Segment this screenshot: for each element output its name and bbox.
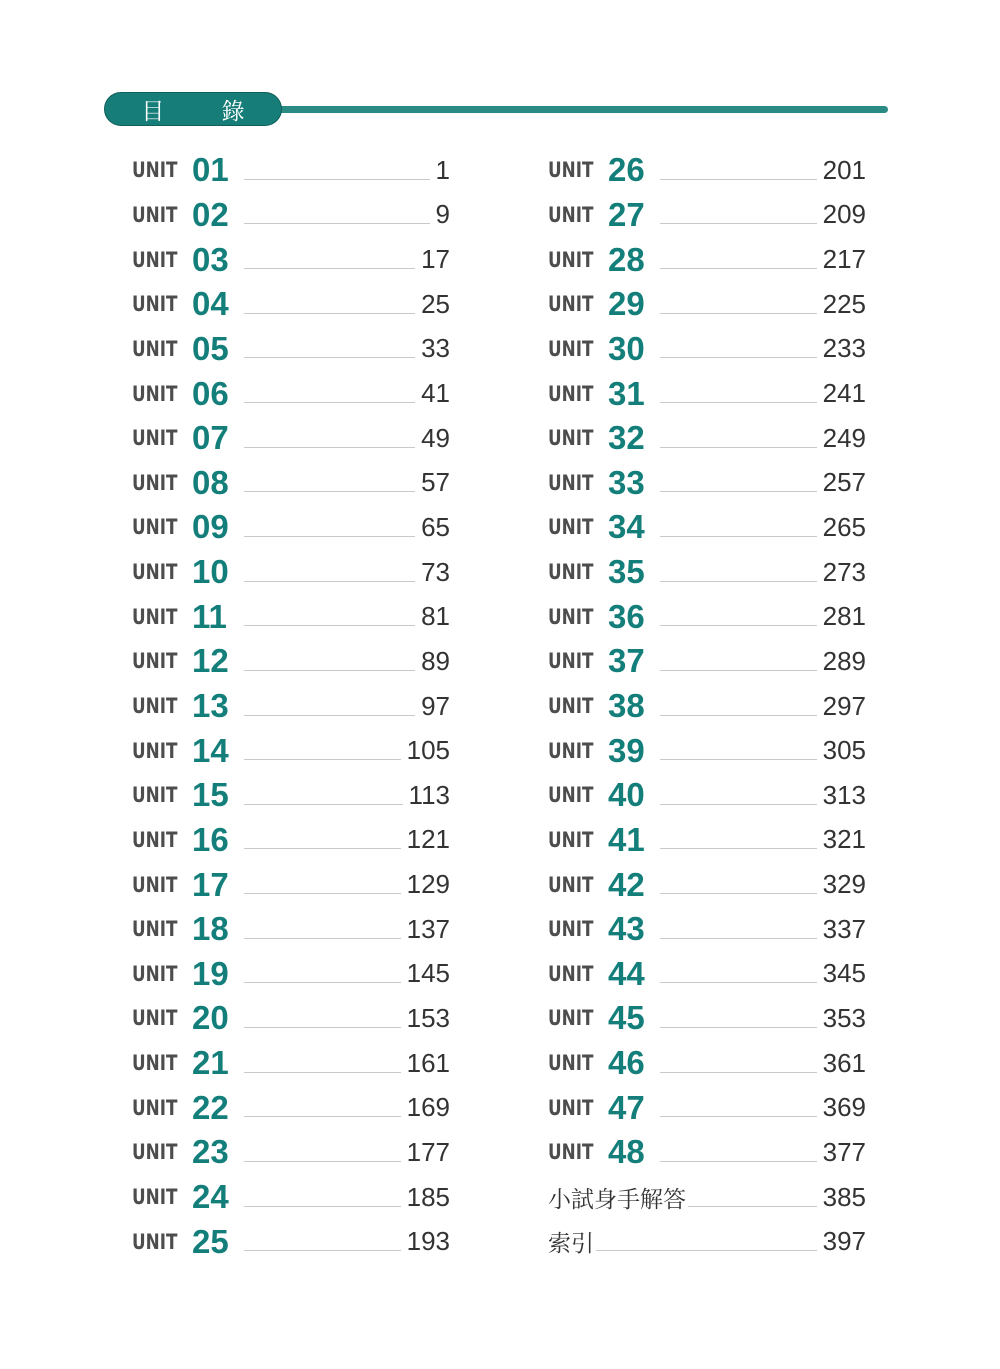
unit-label: UNIT xyxy=(548,381,594,406)
toc-entry[interactable] xyxy=(132,550,450,595)
toc-entry[interactable] xyxy=(132,684,450,729)
unit-label: UNIT xyxy=(132,917,178,942)
page-number: 161 xyxy=(406,1047,450,1078)
toc-entry[interactable] xyxy=(132,639,450,684)
page-number: 89 xyxy=(421,645,450,676)
unit-number: 46 xyxy=(608,1044,645,1082)
dot-leader xyxy=(660,536,817,537)
toc-entry[interactable] xyxy=(548,460,866,505)
toc-entry[interactable] xyxy=(548,594,866,639)
dot-leader xyxy=(244,491,415,492)
unit-number: 42 xyxy=(608,865,645,903)
toc-entry[interactable] xyxy=(132,907,450,952)
toc-entry[interactable] xyxy=(548,148,866,193)
dot-leader xyxy=(244,1027,401,1028)
unit-label: UNIT xyxy=(132,872,178,897)
dot-leader xyxy=(244,1161,401,1162)
unit-number: 03 xyxy=(192,240,229,278)
unit-label: UNIT xyxy=(548,694,594,718)
page-number: 17 xyxy=(421,244,450,275)
unit-number: 44 xyxy=(608,954,645,992)
unit-label: UNIT xyxy=(132,158,178,183)
unit-number: 18 xyxy=(192,910,229,948)
toc-entry[interactable] xyxy=(548,1085,866,1130)
page-number: 169 xyxy=(406,1092,450,1123)
dot-leader xyxy=(244,1250,401,1251)
page-number: 281 xyxy=(822,601,866,632)
page-number: 265 xyxy=(822,511,866,542)
page-number: 289 xyxy=(822,645,866,676)
toc-entry[interactable] xyxy=(548,193,866,238)
unit-label: UNIT xyxy=(548,872,594,897)
page-number: 105 xyxy=(406,735,450,766)
dot-leader xyxy=(244,313,415,314)
dot-leader xyxy=(244,670,415,671)
toc-entry[interactable] xyxy=(132,773,450,818)
dot-leader xyxy=(660,268,817,269)
unit-label: UNIT xyxy=(548,560,594,585)
toc-right-column xyxy=(548,148,866,1264)
dot-leader xyxy=(244,804,403,805)
unit-number: 16 xyxy=(192,820,229,858)
header-title-pill xyxy=(104,92,282,126)
unit-number: 12 xyxy=(192,642,229,680)
unit-number: 36 xyxy=(608,597,645,635)
page-number: 225 xyxy=(822,288,866,319)
section-label: 索引 xyxy=(548,1231,594,1258)
section-label: 小試身手解答 xyxy=(548,1186,686,1213)
unit-label: UNIT xyxy=(548,336,594,361)
page-number: 257 xyxy=(822,467,866,498)
page-number: 273 xyxy=(822,556,866,587)
unit-number: 15 xyxy=(192,776,229,814)
page-number: 217 xyxy=(822,244,866,275)
dot-leader xyxy=(244,1206,401,1207)
unit-number: 43 xyxy=(608,910,645,948)
unit-label: UNIT xyxy=(132,247,178,272)
unit-number: 24 xyxy=(192,1178,229,1216)
dot-leader xyxy=(596,1250,817,1251)
toc-entry[interactable] xyxy=(132,594,450,639)
toc-entry[interactable] xyxy=(132,193,450,238)
page-number: 321 xyxy=(822,824,866,855)
page-number: 57 xyxy=(421,467,450,498)
unit-number: 22 xyxy=(192,1088,229,1126)
dot-leader xyxy=(244,447,415,448)
unit-label: UNIT xyxy=(132,336,178,361)
unit-label: UNIT xyxy=(132,649,178,674)
page-number: 121 xyxy=(406,824,450,855)
unit-number: 26 xyxy=(608,151,645,189)
dot-leader xyxy=(244,357,415,358)
unit-label: UNIT xyxy=(548,604,594,629)
toc-entry[interactable] xyxy=(132,505,450,550)
toc-entry[interactable] xyxy=(548,773,866,818)
dot-leader xyxy=(244,982,401,983)
page-number: 81 xyxy=(421,601,450,632)
dot-leader xyxy=(244,848,401,849)
unit-number: 08 xyxy=(192,463,229,501)
unit-label: UNIT xyxy=(132,738,178,763)
dot-leader xyxy=(244,1072,401,1073)
unit-label: UNIT xyxy=(132,470,178,495)
toc-header xyxy=(104,92,888,128)
page-number: 177 xyxy=(406,1136,450,1167)
dot-leader xyxy=(244,1116,401,1117)
dot-leader xyxy=(660,581,817,582)
page-number: 305 xyxy=(822,735,866,766)
page-number: 337 xyxy=(822,913,866,944)
unit-label: UNIT xyxy=(548,783,594,808)
unit-label: UNIT xyxy=(548,292,594,317)
unit-label: UNIT xyxy=(548,426,594,451)
dot-leader xyxy=(244,715,415,716)
page-number: 345 xyxy=(822,958,866,989)
page-number: 97 xyxy=(421,690,450,721)
unit-label: UNIT xyxy=(132,560,178,585)
toc-entry[interactable] xyxy=(132,416,450,461)
dot-leader xyxy=(244,893,401,894)
toc-entry[interactable] xyxy=(132,952,450,997)
unit-label: UNIT xyxy=(132,1229,178,1254)
unit-number: 33 xyxy=(608,463,645,501)
unit-number: 47 xyxy=(608,1088,645,1126)
toc-entry[interactable] xyxy=(132,818,450,863)
toc-entry[interactable] xyxy=(548,728,866,773)
page-number: 249 xyxy=(822,422,866,453)
unit-number: 14 xyxy=(192,731,229,769)
unit-number: 28 xyxy=(608,240,645,278)
unit-label: UNIT xyxy=(548,202,594,227)
unit-label: UNIT xyxy=(548,827,594,852)
page-number: 25 xyxy=(421,288,450,319)
page-number: 209 xyxy=(822,199,866,230)
toc-entry[interactable] xyxy=(548,327,866,372)
unit-number: 48 xyxy=(608,1133,645,1171)
dot-leader xyxy=(244,268,415,269)
unit-number: 06 xyxy=(192,374,229,412)
dot-leader xyxy=(688,1206,817,1207)
unit-label: UNIT xyxy=(548,158,594,183)
unit-label: UNIT xyxy=(132,604,178,629)
toc-entry[interactable] xyxy=(548,416,866,461)
unit-label: UNIT xyxy=(132,202,178,227)
unit-label: UNIT xyxy=(548,515,594,540)
dot-leader xyxy=(244,938,401,939)
page-number: 329 xyxy=(822,869,866,900)
page-number: 185 xyxy=(406,1181,450,1212)
page-number: 377 xyxy=(822,1136,866,1167)
toc-entry[interactable] xyxy=(132,282,450,327)
toc-entry[interactable] xyxy=(548,282,866,327)
toc-entry[interactable] xyxy=(548,550,866,595)
unit-number: 01 xyxy=(192,151,229,189)
toc-entry[interactable] xyxy=(132,1085,450,1130)
dot-leader xyxy=(660,625,817,626)
page-number: 153 xyxy=(406,1002,450,1033)
dot-leader xyxy=(244,223,430,224)
toc-entry[interactable] xyxy=(132,862,450,907)
unit-number: 38 xyxy=(608,687,645,724)
unit-number: 35 xyxy=(608,553,645,591)
page-number: 113 xyxy=(408,779,450,810)
unit-label: UNIT xyxy=(132,515,178,540)
dot-leader xyxy=(660,670,817,671)
toc-entry[interactable] xyxy=(548,639,866,684)
toc-entry-extra[interactable] xyxy=(548,1219,866,1264)
toc-entry[interactable] xyxy=(548,1041,866,1086)
unit-label: UNIT xyxy=(548,961,594,986)
unit-label: UNIT xyxy=(548,917,594,942)
unit-number: 41 xyxy=(608,820,645,858)
dot-leader xyxy=(244,759,401,760)
dot-leader xyxy=(660,848,817,849)
toc-entry[interactable] xyxy=(132,148,450,193)
unit-number: 20 xyxy=(192,999,229,1037)
toc-entry[interactable] xyxy=(548,1130,866,1175)
unit-label: UNIT xyxy=(132,1185,178,1210)
toc-entry[interactable] xyxy=(548,371,866,416)
unit-number: 29 xyxy=(608,285,645,323)
toc-entry[interactable] xyxy=(132,1175,450,1220)
page-number: 137 xyxy=(406,913,450,944)
unit-label: UNIT xyxy=(548,247,594,272)
unit-number: 19 xyxy=(192,954,229,992)
unit-label: UNIT xyxy=(132,381,178,406)
unit-number: 32 xyxy=(608,419,645,457)
page-number: 41 xyxy=(421,378,450,409)
unit-number: 37 xyxy=(608,642,645,680)
page-number: 49 xyxy=(421,422,450,453)
page-number: 9 xyxy=(435,199,450,230)
toc-left-column xyxy=(132,148,450,1264)
toc-entry[interactable] xyxy=(548,907,866,952)
dot-leader xyxy=(244,179,430,180)
dot-leader xyxy=(660,1027,817,1028)
toc-entry[interactable] xyxy=(132,371,450,416)
toc-entry[interactable] xyxy=(548,505,866,550)
unit-number: 11 xyxy=(192,597,227,635)
toc-entry[interactable] xyxy=(132,996,450,1041)
unit-label: UNIT xyxy=(132,1051,178,1076)
unit-number: 25 xyxy=(192,1222,229,1260)
unit-number: 04 xyxy=(192,285,229,323)
unit-label: UNIT xyxy=(132,1095,178,1120)
page-number: 397 xyxy=(822,1226,866,1257)
page-number: 361 xyxy=(822,1047,866,1078)
unit-number: 34 xyxy=(608,508,645,546)
unit-label: UNIT xyxy=(132,694,178,718)
unit-label: UNIT xyxy=(548,649,594,674)
page-number: 233 xyxy=(822,333,866,364)
dot-leader xyxy=(660,759,817,760)
dot-leader xyxy=(660,447,817,448)
dot-leader xyxy=(244,625,415,626)
unit-number: 30 xyxy=(608,329,645,367)
page-number: 73 xyxy=(421,556,450,587)
unit-label: UNIT xyxy=(132,783,178,808)
toc-entry[interactable] xyxy=(132,728,450,773)
unit-label: UNIT xyxy=(548,470,594,495)
toc-entry[interactable] xyxy=(132,1130,450,1175)
unit-label: UNIT xyxy=(548,738,594,763)
dot-leader xyxy=(660,179,817,180)
unit-number: 39 xyxy=(608,731,645,769)
dot-leader xyxy=(660,402,817,403)
page-number: 313 xyxy=(822,779,866,810)
dot-leader xyxy=(660,938,817,939)
unit-number: 02 xyxy=(192,195,229,233)
unit-label: UNIT xyxy=(132,426,178,451)
toc-entry[interactable] xyxy=(548,862,866,907)
page-number: 145 xyxy=(406,958,450,989)
unit-number: 05 xyxy=(192,329,229,367)
dot-leader xyxy=(660,357,817,358)
page-number: 193 xyxy=(406,1226,450,1257)
unit-number: 45 xyxy=(608,999,645,1037)
toc-entry[interactable] xyxy=(132,1041,450,1086)
toc-entry[interactable] xyxy=(548,818,866,863)
unit-number: 07 xyxy=(192,419,229,457)
unit-label: UNIT xyxy=(548,1051,594,1076)
toc-entry[interactable] xyxy=(548,237,866,282)
page-number: 65 xyxy=(421,511,450,542)
dot-leader xyxy=(244,536,415,537)
toc-entry[interactable] xyxy=(548,684,866,729)
toc-entry[interactable] xyxy=(132,460,450,505)
toc-entry[interactable] xyxy=(548,996,866,1041)
dot-leader xyxy=(244,581,415,582)
page-number: 297 xyxy=(822,690,866,721)
dot-leader xyxy=(660,893,817,894)
dot-leader xyxy=(660,313,817,314)
unit-label: UNIT xyxy=(548,1095,594,1120)
unit-label: UNIT xyxy=(548,1006,594,1031)
toc-entry[interactable] xyxy=(132,237,450,282)
page-number: 33 xyxy=(421,333,450,364)
page-number: 385 xyxy=(822,1181,866,1212)
unit-number: 17 xyxy=(192,865,229,903)
toc-entry[interactable] xyxy=(548,952,866,997)
unit-number: 10 xyxy=(192,553,229,591)
dot-leader xyxy=(660,1161,817,1162)
dot-leader xyxy=(660,804,817,805)
unit-number: 21 xyxy=(192,1044,229,1082)
page-number: 1 xyxy=(435,154,450,185)
unit-label: UNIT xyxy=(548,1140,594,1165)
unit-label: UNIT xyxy=(132,1006,178,1031)
dot-leader xyxy=(660,223,817,224)
unit-label: UNIT xyxy=(132,1140,178,1165)
unit-label: UNIT xyxy=(132,961,178,986)
page-number: 201 xyxy=(822,154,866,185)
dot-leader xyxy=(660,1072,817,1073)
page-title: 目 錄 xyxy=(141,98,270,125)
unit-number: 23 xyxy=(192,1133,229,1171)
unit-number: 27 xyxy=(608,195,645,233)
unit-number: 09 xyxy=(192,508,229,546)
toc-entry-extra[interactable] xyxy=(548,1175,866,1220)
page-number: 353 xyxy=(822,1002,866,1033)
unit-label: UNIT xyxy=(132,292,178,317)
dot-leader xyxy=(660,1116,817,1117)
page-number: 129 xyxy=(406,869,450,900)
unit-label: UNIT xyxy=(132,827,178,852)
header-rule xyxy=(254,106,888,113)
dot-leader xyxy=(660,715,817,716)
page-number: 241 xyxy=(822,378,866,409)
unit-number: 13 xyxy=(192,687,229,724)
page-number: 369 xyxy=(822,1092,866,1123)
dot-leader xyxy=(660,491,817,492)
toc-entry[interactable] xyxy=(132,327,450,372)
unit-number: 31 xyxy=(608,374,645,412)
unit-number: 40 xyxy=(608,776,645,814)
dot-leader xyxy=(660,982,817,983)
toc-entry[interactable] xyxy=(132,1219,450,1264)
dot-leader xyxy=(244,402,415,403)
